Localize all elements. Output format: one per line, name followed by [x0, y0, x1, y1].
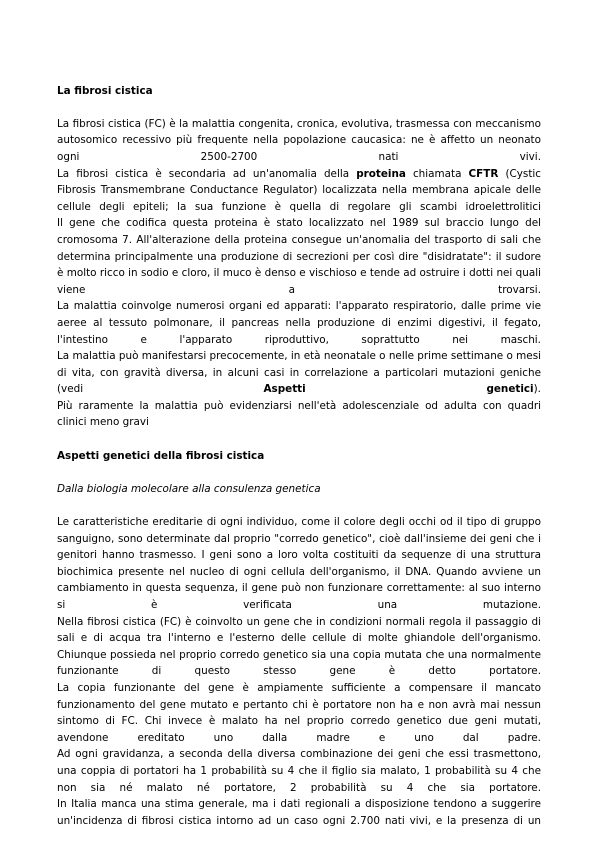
- section-subtitle: Dalla biologia molecolare alla consulenza genetica: [57, 482, 321, 495]
- text-run: La malattia può manifestarsi precocemente, in età neonatale o nelle prime settimane o mesi di vita, con gravità diversa, in alcuni casi in correlazione a particolari mutazioni geniche (vedi: [57, 350, 541, 396]
- section-paragraph-2: Nella fibrosi cistica (FC) è coinvolto un gene che in condizioni normali regola il passaggio di sali e di acqua tra l'interno e l'esterno delle cellule di molte ghiandole dell'organismo. Chiunque possieda nel proprio corredo genetico sia una copia mutata che una normalmente funzionante di questo stesso gene è detto portatore.: [57, 615, 541, 678]
- bold-term-cftr: CFTR: [468, 167, 499, 180]
- section-paragraph-5: In Italia manca una stima generale, ma i dati regionali a disposizione tendono a suggerire un'incidenza di fibrosi cistica intorno ad un caso ogni 2.700 nati vivi, e la presenza di un: [57, 798, 541, 827]
- document-page: [57, 66, 541, 829]
- spacer: [57, 497, 541, 514]
- text-run: (Cystic Fibrosis Transmembrane Conductance Regulator) localizzata nella membrana apicale delle cellule degli epiteli; la sua funzione è quella di regolare gli scambi idroelettrolitici: [57, 167, 541, 213]
- spacer: [57, 464, 541, 481]
- spacer: [57, 431, 541, 448]
- intro-paragraph-5: [57, 348, 541, 398]
- intro-paragraph-2: [57, 166, 541, 216]
- document-title: La fibrosi cistica: [57, 84, 153, 97]
- text-run: ).: [533, 383, 541, 396]
- text-run: chiamata: [405, 167, 469, 180]
- section-title: Aspetti genetici della fibrosi cistica: [57, 449, 265, 462]
- intro-paragraph-1: La fibrosi cistica (FC) è la malattia congenita, cronica, evolutiva, trasmessa con meccanismo autosomico recessivo più frequente nella popolazione caucasica: ne è affetto un neonato ogni 2500-2700 nati vivi.: [57, 117, 541, 163]
- spacer: [57, 99, 541, 116]
- section-paragraph-1: Le caratteristiche ereditarie di ogni individuo, come il colore degli occhi od il tipo di gruppo sanguigno, sono determinate dal proprio "corredo genetico", cioè dall'insieme dei geni che i genitori hanno trasmesso. I geni sono a loro volta costituiti da sequenze di una struttura biochimica presente nel nucleo di ogni cellula dell'organismo, il DNA. Quando avviene un cambiamento in questa sequenza, il gene può non funzionare correttamente: al suo interno si è verificata una mutazione.: [57, 516, 541, 611]
- text-run: La fibrosi cistica è secondaria ad un'anomalia della: [57, 167, 357, 180]
- bold-term-proteina: proteina: [356, 167, 406, 180]
- link-aspetti-genetici[interactable]: Aspetti genetici: [263, 383, 534, 396]
- intro-paragraph-4: La malattia coinvolge numerosi organi ed apparati: l'apparato respiratorio, dalle prime vie aeree al tessuto polmonare, il pancreas nella produzione di enzimi digestivi, il fegato, l'intestino e l'apparato riproduttivo, soprattutto nei maschi.: [57, 300, 541, 346]
- section-paragraph-3: La copia funzionante del gene è ampiamente sufficiente a compensare il mancato funzionamento del gene mutato e pertanto chi è portatore non ha e non avrà mai nessun sintomo di FC. Chi invece è malato ha nel proprio corredo genetico due geni mutati, avendone ereditato uno dalla madre e uno dal padre.: [57, 681, 541, 744]
- spacer: [57, 66, 541, 83]
- section-paragraph-4: Ad ogni gravidanza, a seconda della diversa combinazione dei geni che essi trasmettono, una coppia di portatori ha 1 probabilità su 4 che il figlio sia malato, 1 probabilità su 4 che non sia né malato né portatore, 2 probabilità su 4 che sia portatore.: [57, 748, 541, 794]
- intro-paragraph-6: Più raramente la malattia può evidenziarsi nell'età adolescenziale od adulta con quadri clinici meno gravi: [57, 399, 541, 429]
- intro-paragraph-3: Il gene che codifica questa proteina è stato localizzato nel 1989 sul braccio lungo del cromosoma 7. All'alterazione della proteina consegue un'anomalia del trasporto di sali che determina principalmente una produzione di secrezioni per così dire "disidratate": il sudore è molto ricco in sodio e cloro, il muco è denso e vischioso e tende ad ostruire i dotti nei quali viene a trovarsi.: [57, 217, 541, 296]
